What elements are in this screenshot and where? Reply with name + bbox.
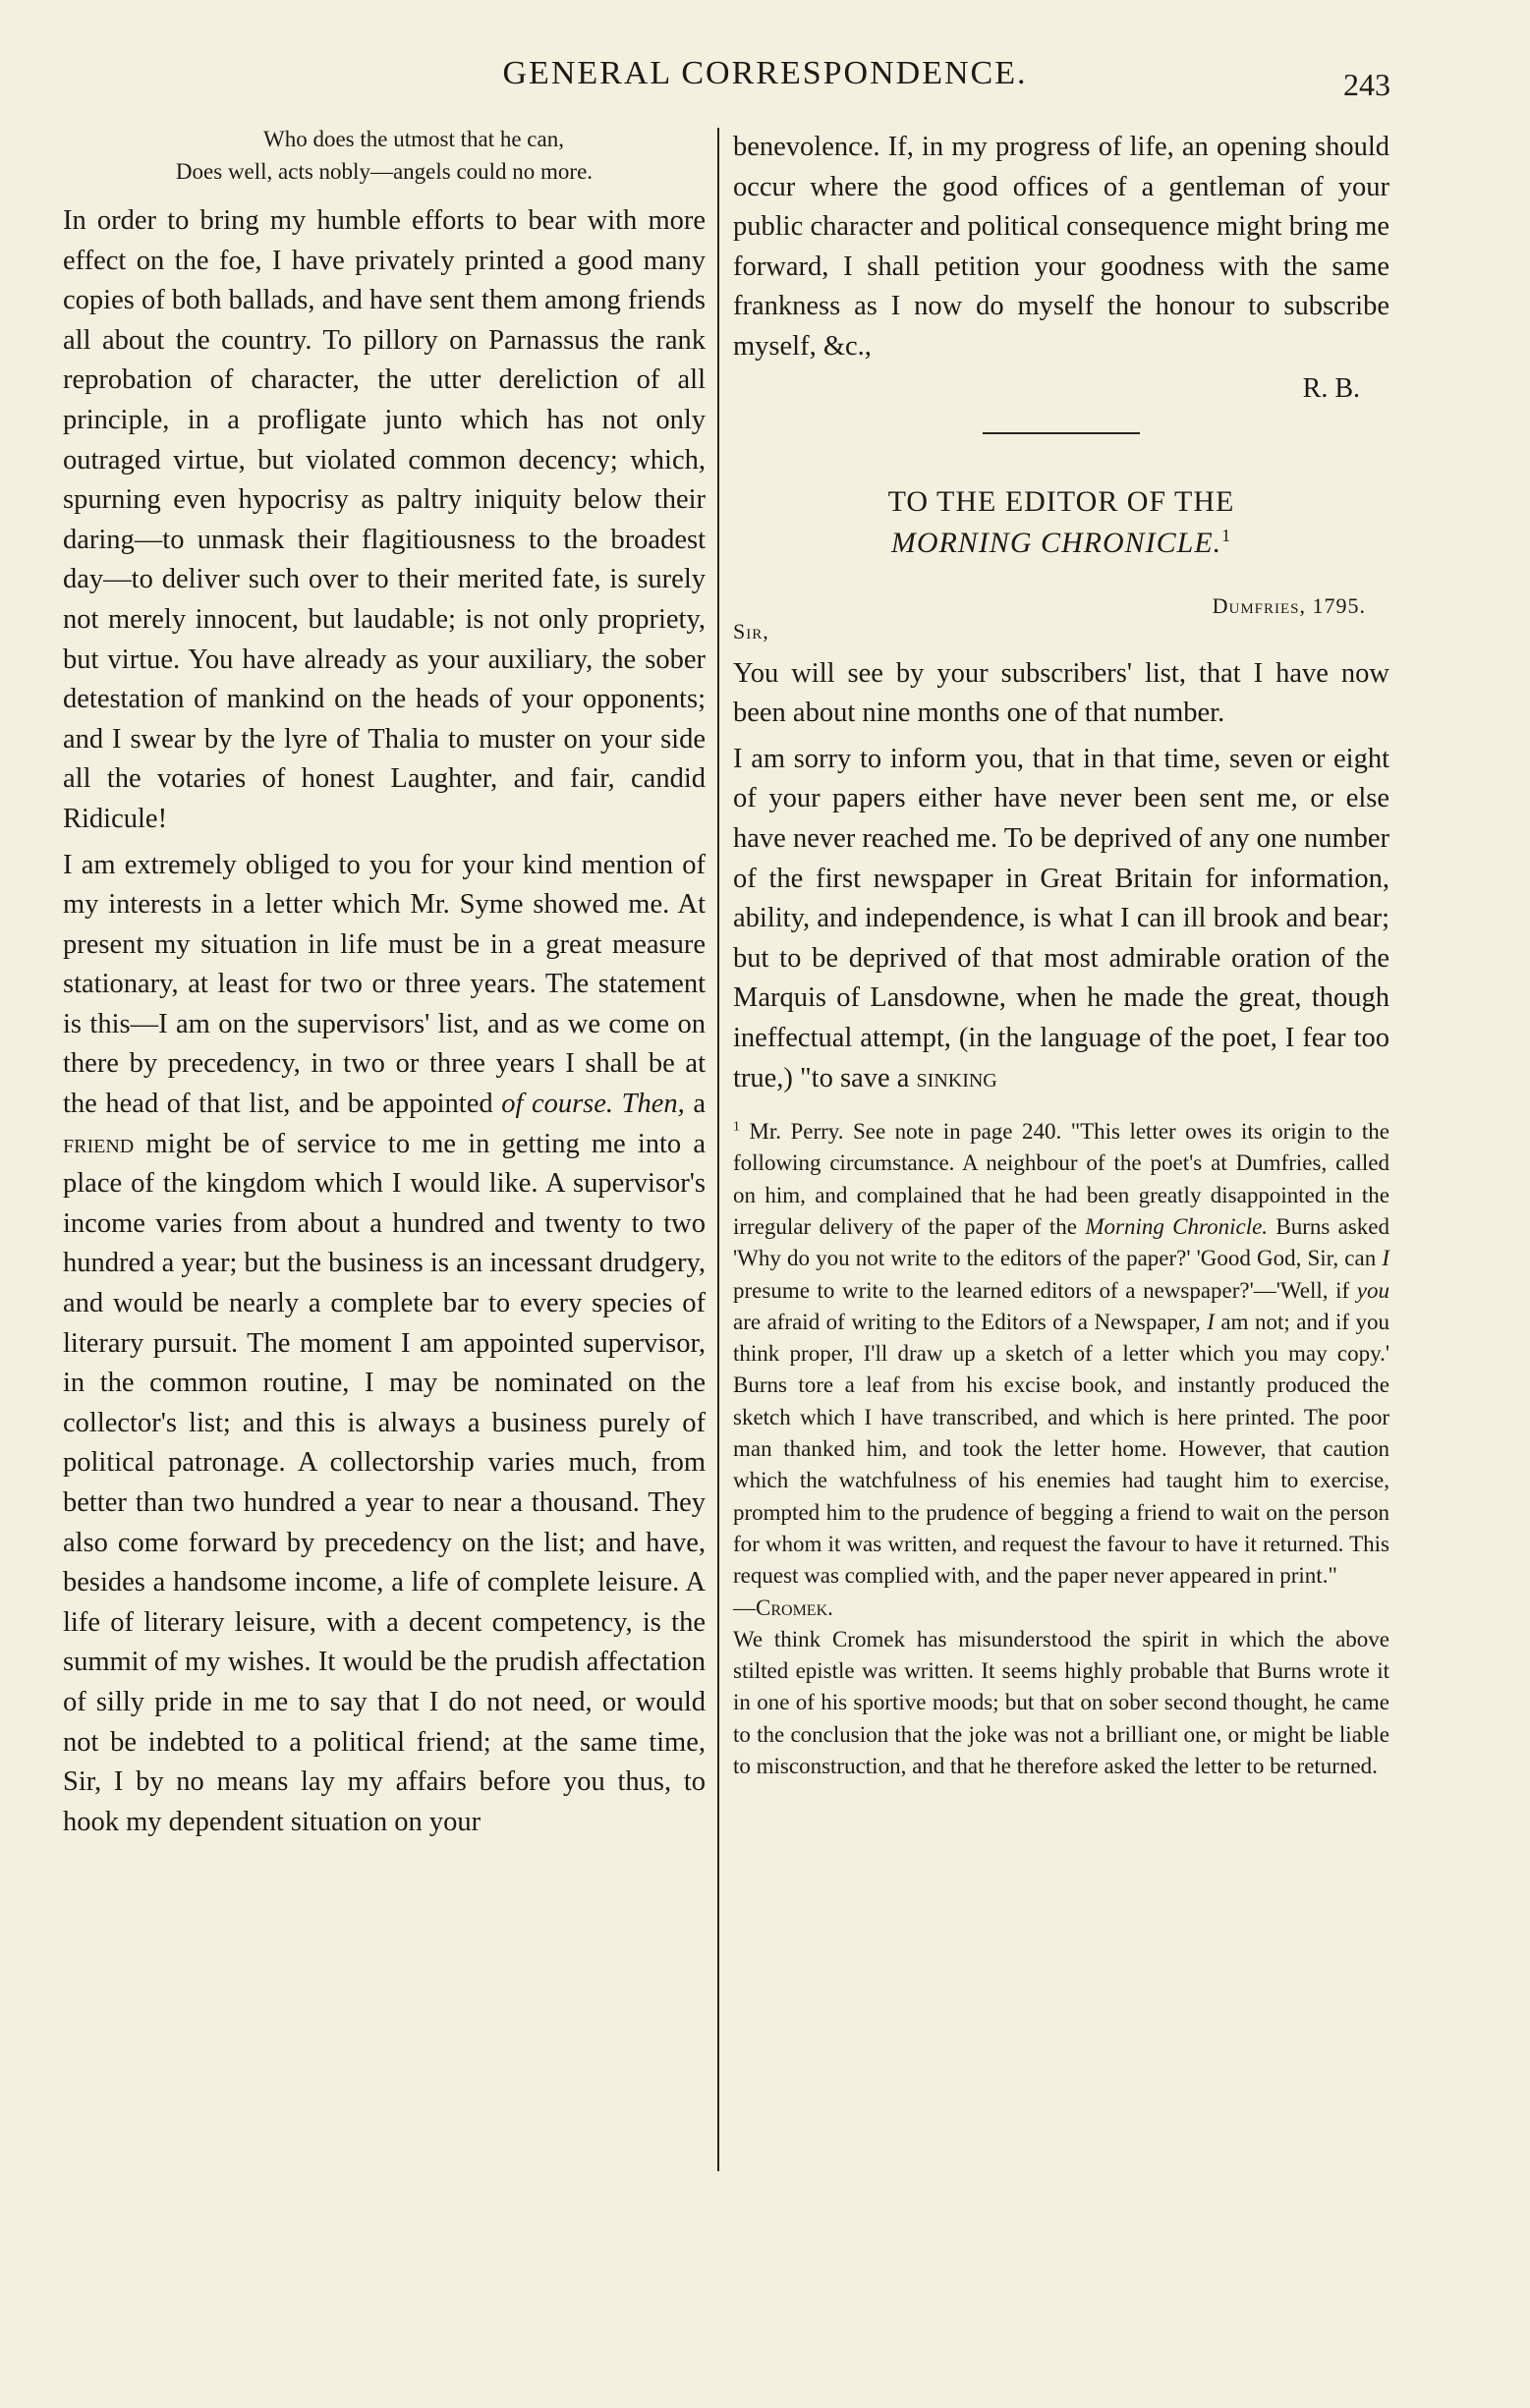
paragraph: In order to bring my humble efforts to bear with more effect on the foe, I have privately printed a good many copies of both ballads, and have sent them among friends all about the country. To pillory on Parnassus the rank reprobation of character, the utter dereliction of all principle, in a profligate junto which has not only outraged virtue, but violated common decency; which, spurning even hypocrisy as paltry iniquity below their daring—to unmask their flagitiousness to the broadest day—to deliver such over to their merited fate, is surely not merely innocent, but laudable; is not only propriety, but virtue. You have already as your auxiliary, the sober detestation of mankind on the heads of your opponents; and I swear by the lyre of Thalia to muster on your side all the votaries of honest Laughter, and fair, candid Ridicule!: [63, 205, 706, 834]
italic-text: I: [1207, 1309, 1215, 1334]
text-run: might be of service to me in getting me into a place of the kingdom which I would like. A supervisor's income varies from about a hundred and twenty to two hundred a year; but the business is an incessant drudgery, and would be nearly a complete bar to every species of literary pursuit. The moment I am appointed supervisor, in the common routine, I may be nominated on the collector's list; and this is always a business purely of political patronage. A collectorship varies much, from better than two hundred a year to near a thousand. They also come forward by precedency on the list; and have, besides a handsome income, a life of complete leisure. A life of literary leisure, with a decent competency, is the summit of my wishes. It would be the prudish affectation of silly pride in me to say that I do not need, or would not be indebted to a political friend; at the same time, Sir, I by no means lay my affairs before you thus, to hook my dependent situation on your: [63, 1128, 706, 1837]
epigraph-line: Who does the utmost that he can,: [263, 127, 564, 151]
heading-line: TO THE EDITOR OF THE: [887, 484, 1235, 518]
italic-text: Morning Chronicle.: [1085, 1213, 1269, 1239]
italic-text: of course.: [501, 1089, 614, 1120]
paragraph: [733, 740, 1389, 1098]
italic-text: you: [1356, 1277, 1389, 1303]
text-run: a: [684, 1089, 707, 1120]
epigraph: [63, 123, 706, 188]
column-divider: [717, 128, 719, 2171]
place-date: Dumfries, 1795.: [1212, 592, 1366, 618]
right-column: [733, 128, 1389, 1782]
text-run: I am extremely obliged to you for your kind mention of my interests in a letter which Mr. Syme showed me. At present my situation in life must be in a great measure stationary, at least for two or three years. The statement is this—I am on the supervisors' list, and as we come on there by precedency, in two or three years I shall be at the head of that list, and be appointed: [63, 849, 706, 1120]
text-run: I am sorry to inform you, that in that time, seven or eight of your papers either have never been sent me, or else have never reached me. To be deprived of any one number of the first newspaper in Great Britain for information, ability, and independence, is what I can ill brook and bear; but to be deprived of that most admirable oration of the Marquis of Lansdowne, when he made the great, though ineffectual attempt, (in the language of the poet, I fear too true,) "to save a: [733, 743, 1389, 1093]
footnote: We think Cromek has misunderstood the spirit in which the above stilted epistle was written. It seems highly probable that Burns wrote it in one of his sportive moods; but that on sober second thought, he came to the conclusion that the joke was not a brilliant one, or might be liable to misconstruction, and that he therefore asked the letter to be returned.: [733, 1626, 1389, 1779]
footnote-attribution: —Cromek.: [733, 1595, 833, 1620]
heading-line: [733, 523, 1389, 564]
footnote-marker: 1: [1221, 525, 1232, 545]
section-divider: [983, 432, 1140, 434]
epigraph-line: Does well, acts nobly—angels could no more.: [175, 159, 594, 184]
page-header-title: GENERAL CORRESPONDENCE.: [502, 55, 1028, 91]
letter-heading: [733, 481, 1389, 564]
left-column: [63, 123, 706, 1842]
footnote: [733, 1116, 1389, 1592]
page-number: 243: [1343, 67, 1390, 102]
text-run: Burns asked 'Why do you not write to the editors of the paper?' 'Good God, Sir, can: [733, 1213, 1389, 1271]
text-run: are afraid of writing to the Editors of a Newspaper,: [733, 1309, 1208, 1334]
text-run: Mr. Perry. See note in page 240. "This letter owes its origin to the following circumstance. A neighbour of the poet's at Dumfries, called on him, and complained that he had been greatly disappointed in the irregular delivery of the paper of the: [733, 1119, 1389, 1239]
text-run: am not; and if you think proper, I'll draw up a sketch of a letter which you may copy.' Burns tore a leaf from his excise book, and instantly produced the sketch which I have transcribed, and which is here printed. The poor man thanked him, and took the letter home. However, that caution which the watchfulness of his enemies had taught him to exercise, prompted him to the prudence of begging a friend to wait on the person for whom it was written, and request the favour to have it returned. This request was complied with, and the paper never appeared in print.": [733, 1309, 1389, 1589]
salutation: Sir,: [733, 618, 769, 644]
text-run: presume to write to the learned editors of a newspaper?'—'Well, if: [733, 1277, 1357, 1303]
smallcaps-text: sinking: [916, 1062, 997, 1093]
italic-text: I: [1382, 1246, 1389, 1271]
paragraph: You will see by your subscribers' list, that I have now been about nine months one of that number.: [733, 657, 1389, 729]
heading-italic: MORNING CHRONICLE.: [890, 526, 1222, 559]
signature: R. B.: [1302, 372, 1360, 404]
paragraph: benevolence. If, in my progress of life, an opening should occur where the good offices of a gentleman of your public character and political consequence might bring me forward, I shall petition your goodness with the same frankness as I now do myself the honour to subscribe myself, &c.,: [733, 132, 1389, 362]
paragraph: [63, 846, 706, 1843]
footnote-number: 1: [733, 1118, 740, 1134]
italic-text: Then,: [621, 1089, 685, 1120]
smallcaps-text: friend: [63, 1128, 135, 1159]
